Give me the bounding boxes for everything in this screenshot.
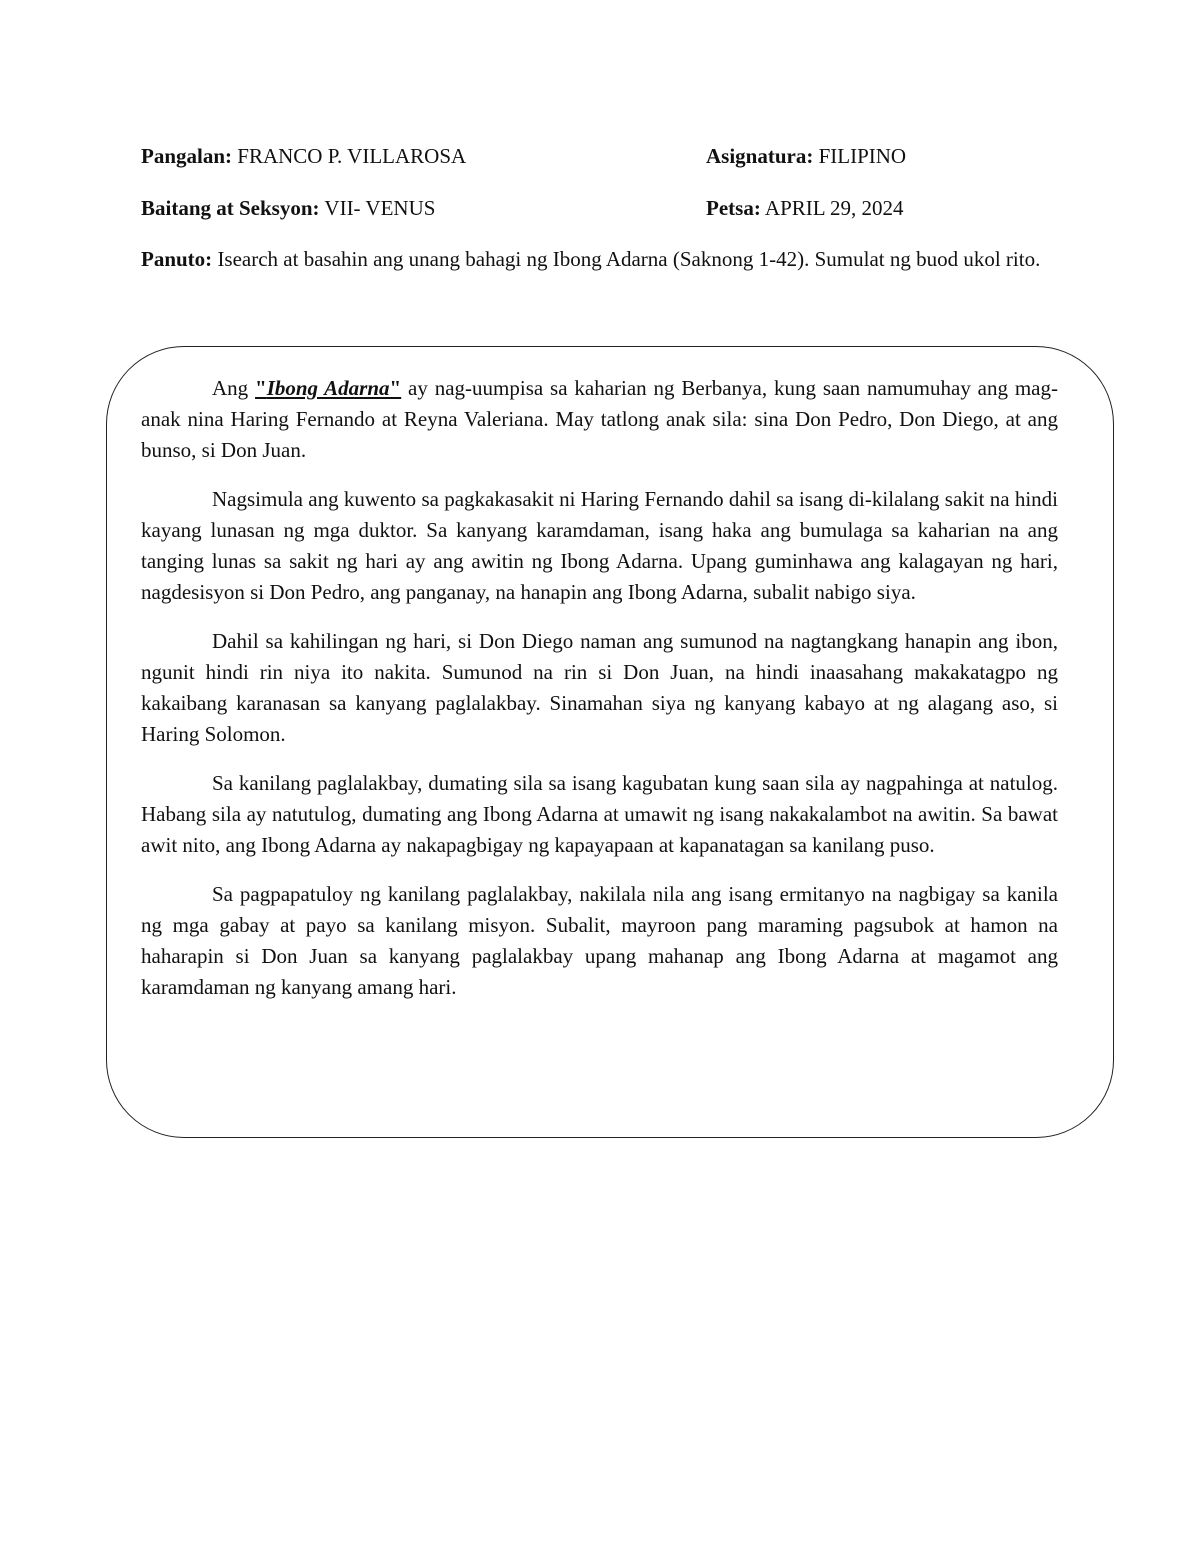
name-field: [141, 144, 466, 168]
subject-field: [706, 144, 906, 168]
paragraph-1-lead: Ang: [212, 376, 249, 400]
story-title: Ibong Adarna: [266, 376, 390, 400]
subject-value: FILIPINO: [818, 144, 907, 168]
instruction-label: Panuto:: [141, 247, 213, 271]
instruction: [141, 244, 1057, 274]
paragraph-1-rest: ay nag-uumpisa sa kaharian ng Berbanya, kung saan namumuhay ang mag-anak nina Haring Fernando at Reyna Valeriana. May tatlong anak sila: sina Don Pedro, Don Diego, at ang bunso, si Don Juan.: [141, 376, 1058, 462]
name-value: FRANCO P. VILLAROSA: [237, 144, 467, 168]
name-label: Pangalan:: [141, 144, 233, 168]
summary-paragraph-5: Sa pagpapatuloy ng kanilang paglalakbay, nakilala nila ang isang ermitanyo na nagbigay sa kanila ng mga gabay at payo sa kanilang misyon. Subalit, mayroon pang maraming pagsubok at hamon na haharapin si Don Juan sa kanyang paglalakbay upang mahanap ang Ibong Adarna at magamot ang karamdaman ng kanyang amang hari.: [141, 882, 1058, 999]
subject-label: Asignatura:: [706, 144, 814, 168]
summary-paragraph-4: Sa kanilang paglalakbay, dumating sila sa isang kagubatan kung saan sila ay nagpahinga at natulog. Habang sila ay natutulog, dumating ang Ibong Adarna at umawit ng isang nakakalambot na awitin. Sa bawat awit nito, ang Ibong Adarna ay nakapagbigay ng kapayapaan at kapanatagan sa kanilang puso.: [141, 771, 1058, 857]
grade-section-value: VII- VENUS: [324, 196, 436, 220]
grade-section-field: [141, 196, 435, 220]
summary-paragraph-1: Ang "Ibong Adarna" ay nag-uumpisa sa kaharian ng Berbanya, kung saan namumuhay ang mag-anak nina Haring Fernando at Reyna Valeriana. May tatlong anak sila: sina Don Pedro, Don Diego, at ang bunso, si Don Juan.: [141, 376, 1058, 462]
summary-paragraph-2: Nagsimula ang kuwento sa pagkakasakit ni Haring Fernando dahil sa isang di-kilalang sakit na hindi kayang lunasan ng mga duktor. Sa kanyang karamdaman, isang haka ang bumulaga sa kaharian na ang tanging lunas sa sakit ng hari ay ang awitin ng Ibong Adarna. Upang guminhawa ang kalagayan ng hari, nagdesisyon si Don Pedro, ang panganay, na hanapin ang Ibong Adarna, subalit nabigo siya.: [141, 487, 1058, 604]
date-label: Petsa:: [706, 196, 761, 220]
summary-text: [141, 373, 1058, 1021]
instruction-text: Isearch at basahin ang unang bahagi ng Ibong Adarna (Saknong 1-42). Sumulat ng buod ukol rito.: [217, 247, 1041, 271]
date-value: APRIL 29, 2024: [764, 196, 904, 220]
summary-paragraph-3: Dahil sa kahilingan ng hari, si Don Diego naman ang sumunod na nagtangkang hanapin ang ibon, ngunit hindi rin niya ito nakita. Sumunod na rin si Don Juan, na hindi inaasahang makakatagpo ng kakaibang karanasan sa kanyang paglalakbay. Sinamahan siya ng kanyang kabayo at ng alagang aso, si Haring Solomon.: [141, 629, 1058, 746]
grade-section-label: Baitang at Seksyon:: [141, 196, 320, 220]
date-field: [706, 196, 904, 220]
